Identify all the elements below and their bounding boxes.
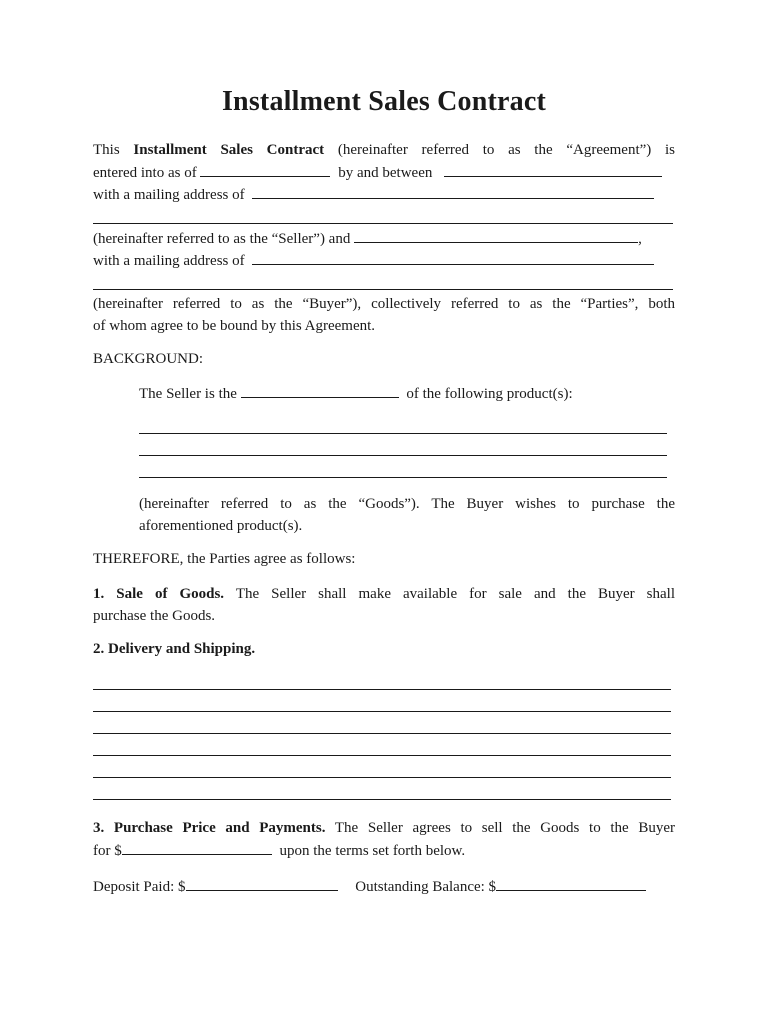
payment-amounts-line: Deposit Paid: $ Outstanding Balance: $	[93, 876, 675, 897]
outstanding-balance-field[interactable]	[496, 876, 646, 891]
intro-line-2: entered into as of by and between	[93, 162, 675, 183]
seller-address-field[interactable]	[252, 184, 654, 199]
seller-role-line: The Seller is the of the following product(s):	[139, 383, 675, 404]
background-heading: BACKGROUND:	[93, 351, 204, 367]
products-line-2[interactable]	[139, 455, 667, 456]
delivery-line-6[interactable]	[93, 799, 671, 800]
delivery-line-1[interactable]	[93, 689, 671, 690]
goods-line-1: (hereinafter referred to as the “Goods”). The Buyer wishes to purchase the	[139, 496, 675, 512]
section-1-line-2: purchase the Goods.	[93, 608, 216, 624]
intro-line-3: with a mailing address of	[93, 184, 675, 205]
buyer-address-line-2[interactable]	[93, 289, 673, 290]
products-line-3[interactable]	[139, 477, 667, 478]
agreement-name: Installment Sales Contract	[133, 142, 325, 158]
seller-role-field[interactable]	[241, 383, 399, 398]
intro-line-6: with a mailing address of	[93, 250, 675, 271]
delivery-line-2[interactable]	[93, 711, 671, 712]
section-3-line-2: for $ upon the terms set forth below.	[93, 840, 675, 861]
seller-address-line-2[interactable]	[93, 223, 673, 224]
section-1-heading: 1. Sale of Goods.	[93, 586, 225, 602]
agreement-date-field[interactable]	[200, 162, 330, 177]
section-3-heading: 3. Purchase Price and Payments.	[93, 820, 326, 836]
section-3-line-1: 3. Purchase Price and Payments. The Seller agrees to sell the Goods to the Buyer	[93, 820, 675, 836]
section-2-heading: 2. Delivery and Shipping.	[93, 641, 256, 657]
intro-line-5: (hereinafter referred to as the “Seller”) and ,	[93, 228, 675, 249]
seller-name-field[interactable]	[444, 162, 662, 177]
document-title: Installment Sales Contract	[221, 86, 547, 117]
deposit-paid-field[interactable]	[186, 876, 338, 891]
therefore-line: THEREFORE, the Parties agree as follows:	[93, 551, 356, 567]
intro-line-9: of whom agree to be bound by this Agreement.	[93, 318, 376, 334]
goods-line-2: aforementioned product(s).	[139, 518, 303, 534]
intro-line-8: (hereinafter referred to as the “Buyer”), collectively referred to as the “Parties”, both	[93, 296, 675, 312]
section-1-line-1: 1. Sale of Goods. The Seller shall make available for sale and the Buyer shall	[93, 586, 675, 602]
delivery-line-4[interactable]	[93, 755, 671, 756]
delivery-line-3[interactable]	[93, 733, 671, 734]
products-line-1[interactable]	[139, 433, 667, 434]
purchase-price-field[interactable]	[122, 840, 272, 855]
delivery-line-5[interactable]	[93, 777, 671, 778]
buyer-address-field[interactable]	[252, 250, 654, 265]
buyer-name-field[interactable]	[354, 228, 638, 243]
intro-line-1: This Installment Sales Contract (hereinafter referred to as the “Agreement”) is	[93, 142, 676, 158]
